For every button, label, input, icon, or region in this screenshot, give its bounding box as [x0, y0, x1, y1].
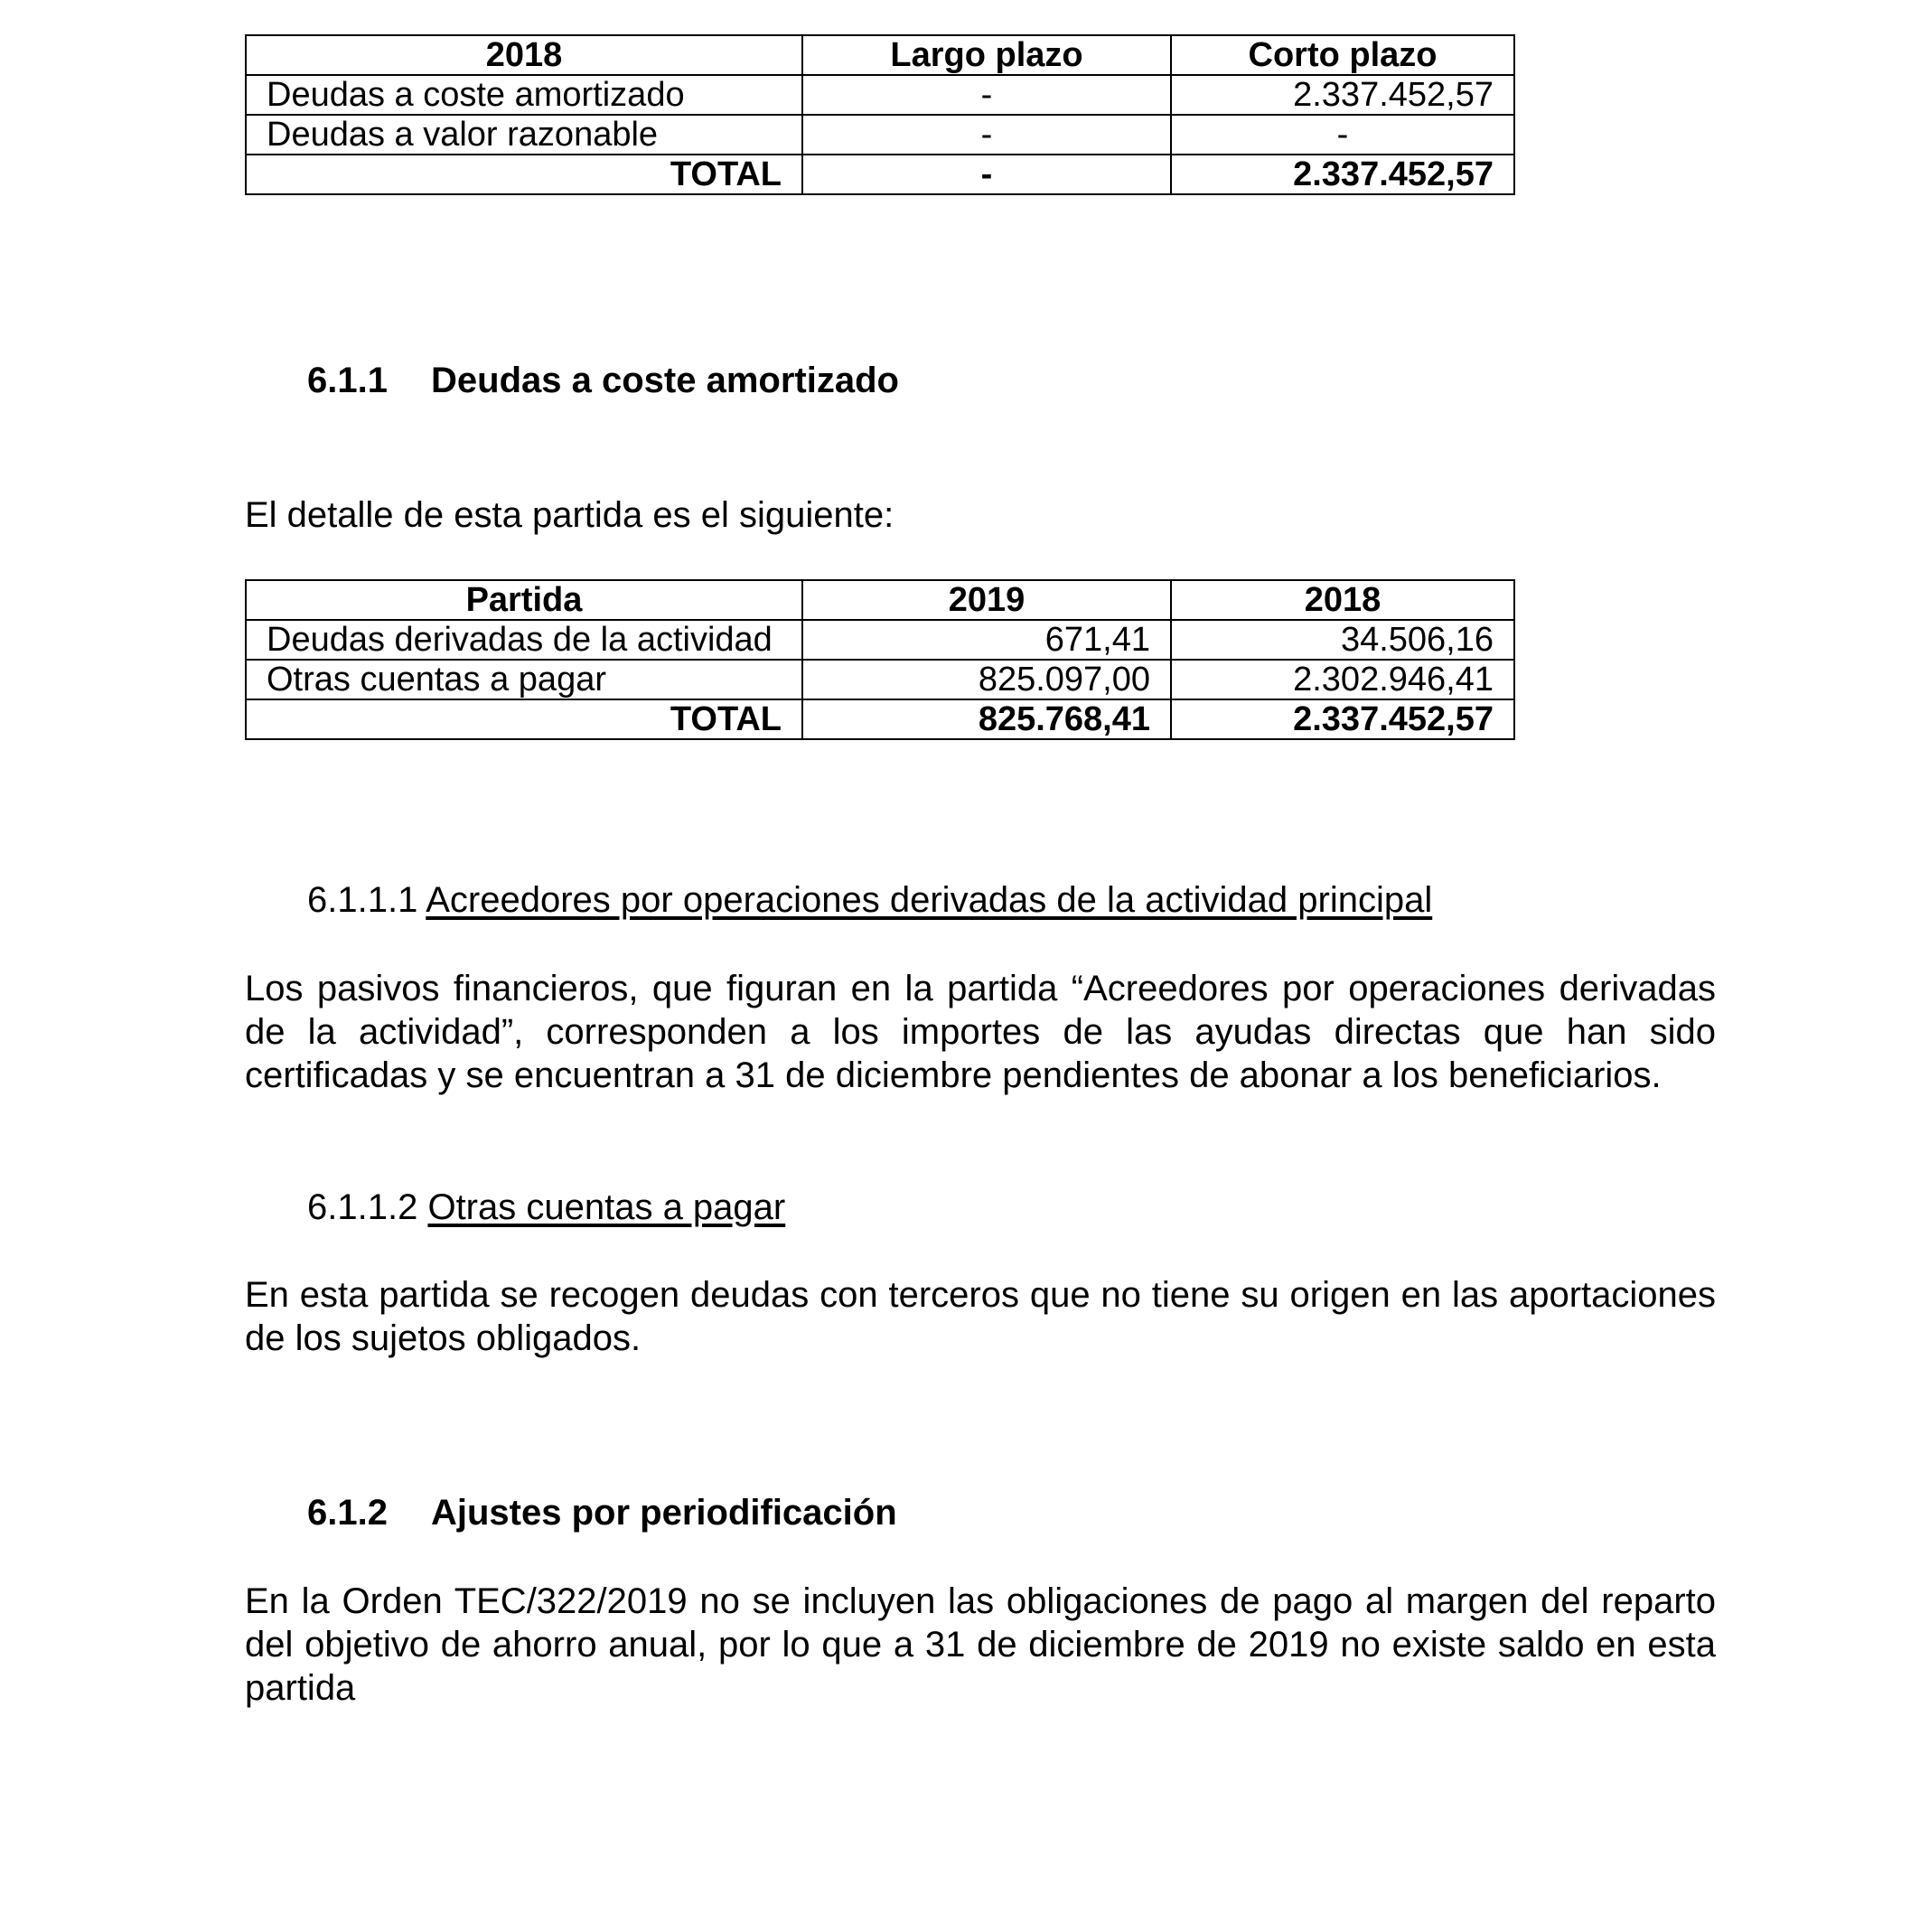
- header-cell-2018: 2018: [1171, 580, 1514, 620]
- row-label: Otras cuentas a pagar: [246, 660, 802, 699]
- row-label: Deudas a valor razonable: [246, 115, 802, 155]
- subsection-heading-6-1-1-2: [307, 1187, 785, 1228]
- table-header-row: [246, 580, 1514, 620]
- subsection-paragraph-6-1-1-1: Los pasivos financieros, que figuran en la partida “Acreedores por operaciones derivadas de la actividad”, corresponden a los importes de las ayudas directas que han sido certificadas y se encuentran a 31 de diciembre pendientes de abonar a los beneficiarios.: [245, 969, 1716, 1095]
- row-2019-value: 825.097,00: [802, 660, 1171, 699]
- row-largo-value: -: [802, 115, 1171, 155]
- subsection-number: 6.1.1.2: [307, 1187, 418, 1227]
- table-row: [246, 620, 1514, 660]
- section-paragraph-6-1-2: En la Orden TEC/322/2019 no se incluyen las obligaciones de pago al margen del reparto del objetivo de ahorro anual, por lo que a 31 de diciembre de 2019 no existe saldo en esta partida: [245, 1581, 1716, 1708]
- section-title: Deudas a coste amortizado: [431, 361, 899, 400]
- total-2019-value: 825.768,41: [802, 699, 1171, 739]
- row-corto-value: -: [1171, 115, 1514, 155]
- subsection-number: 6.1.1.1: [307, 880, 418, 920]
- total-largo-value: -: [802, 155, 1171, 194]
- subsection-heading-6-1-1-1: [307, 880, 1432, 921]
- section-heading-6-1-1: [307, 361, 899, 401]
- total-2018-value: 2.337.452,57: [1171, 699, 1514, 739]
- header-cell-year: 2018: [246, 35, 802, 75]
- row-2018-value: 2.302.946,41: [1171, 660, 1514, 699]
- table-total-row: [246, 699, 1514, 739]
- section-intro-text: El detalle de esta partida es el siguiente:: [245, 495, 894, 535]
- table-row: [246, 115, 1514, 155]
- header-cell-corto-plazo: Corto plazo: [1171, 35, 1514, 75]
- table-total-row: [246, 155, 1514, 194]
- section-heading-6-1-2: [307, 1493, 897, 1533]
- debt-term-table-2018: [245, 34, 1515, 195]
- total-label: TOTAL: [246, 699, 802, 739]
- subsection-paragraph-6-1-1-2: En esta partida se recogen deudas con terceros que no tiene su origen en las aportaciones de los sujetos obligados.: [245, 1275, 1716, 1358]
- row-largo-value: -: [802, 75, 1171, 115]
- row-2019-value: 671,41: [802, 620, 1171, 660]
- table-row: [246, 660, 1514, 699]
- total-label: TOTAL: [246, 155, 802, 194]
- section-title: Ajustes por periodificación: [431, 1493, 897, 1533]
- subsection-title: Acreedores por operaciones derivadas de la actividad principal: [426, 880, 1433, 920]
- total-corto-value: 2.337.452,57: [1171, 155, 1514, 194]
- header-cell-partida: Partida: [246, 580, 802, 620]
- table-header-row: [246, 35, 1514, 75]
- subsection-title: Otras cuentas a pagar: [427, 1187, 786, 1227]
- partida-detail-table: [245, 579, 1515, 740]
- row-label: Deudas a coste amortizado: [246, 75, 802, 115]
- section-number: 6.1.2: [307, 1493, 388, 1533]
- row-label: Deudas derivadas de la actividad: [246, 620, 802, 660]
- row-corto-value: 2.337.452,57: [1171, 75, 1514, 115]
- header-cell-2019: 2019: [802, 580, 1171, 620]
- table-row: [246, 75, 1514, 115]
- section-number: 6.1.1: [307, 361, 388, 400]
- header-cell-largo-plazo: Largo plazo: [802, 35, 1171, 75]
- row-2018-value: 34.506,16: [1171, 620, 1514, 660]
